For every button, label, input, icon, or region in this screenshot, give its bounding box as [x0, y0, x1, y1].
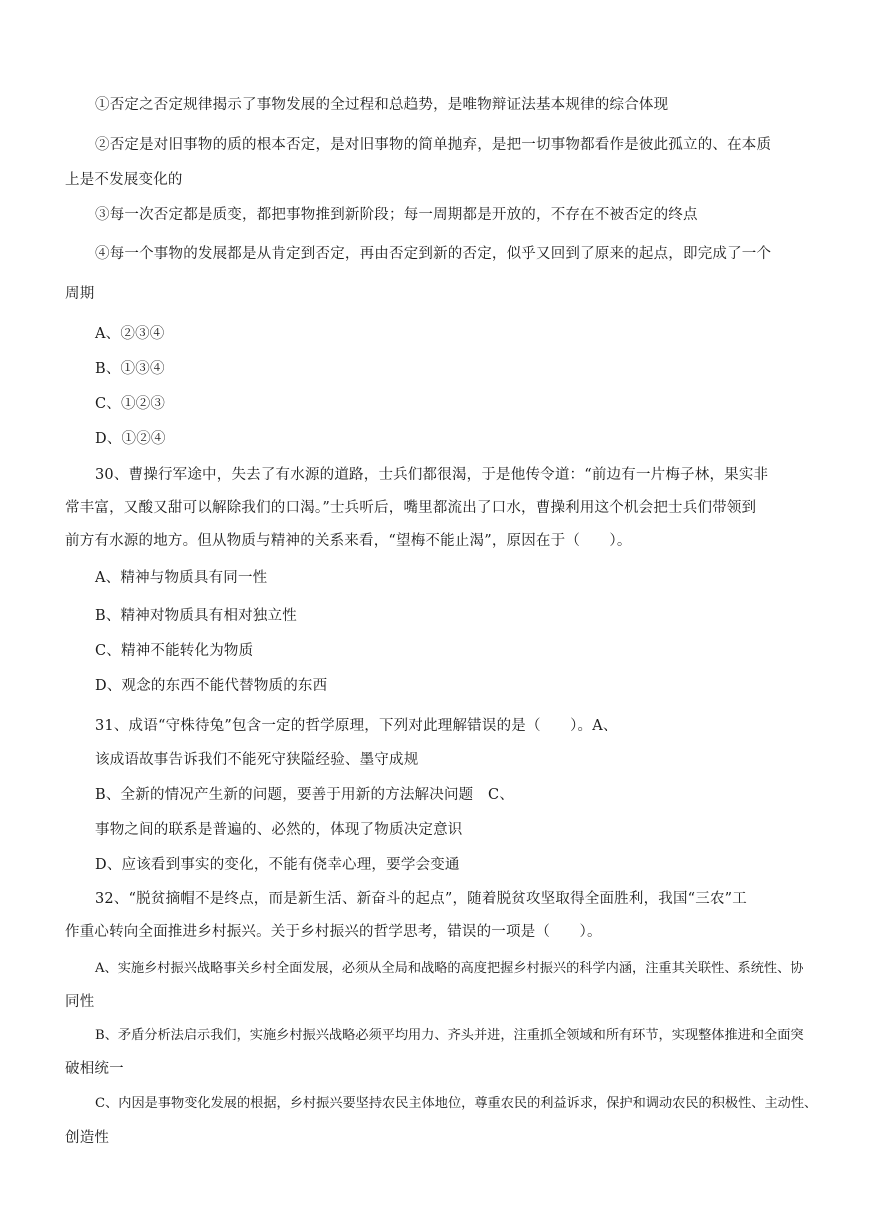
q29-option-b: B、①③④: [95, 361, 165, 377]
q29-option-a: A、②③④: [95, 326, 165, 342]
q30-option-d: D、观念的东西不能代替物质的东西: [95, 678, 328, 694]
statement-2-line-2: 上是不发展变化的: [65, 172, 183, 188]
q31-stem: 31、成语“守株待兔”包含一定的哲学原理，下列对此理解错误的是（ ）。A、: [95, 718, 618, 734]
q32-option-a-line-1: A、实施乡村振兴战略事关乡村全面发展，必须从全局和战略的高度把握乡村振兴的科学内涵，注重其关联性、系统性、协: [95, 961, 804, 976]
q31-option-a-text: 该成语故事告诉我们不能死守狭隘经验、墨守成规: [95, 752, 419, 768]
q32-option-c-line-2: 创造性: [65, 1130, 110, 1146]
q30-stem-line-3: 前方有水源的地方。但从物质与精神的关系来看，“望梅不能止渴”，原因在于（ ）。: [65, 533, 632, 549]
q32-option-b-line-2: 破相统一: [65, 1061, 124, 1077]
q31-option-c-text: 事物之间的联系是普遍的、必然的，体现了物质决定意识: [95, 822, 463, 838]
q29-option-d: D、①②④: [95, 431, 166, 447]
statement-4-line-1: ④每一个事物的发展都是从肯定到否定，再由否定到新的否定，似乎又回到了原来的起点，即完成了一个: [95, 246, 772, 262]
q32-stem-line-2: 作重心转向全面推进乡村振兴。关于乡村振兴的哲学思考，错误的一项是（ ）。: [65, 924, 602, 940]
statement-3: ③每一次否定都是质变，都把事物推到新阶段；每一周期都是开放的，不存在不被否定的终点: [95, 207, 698, 223]
q30-option-a: A、精神与物质具有同一性: [95, 570, 268, 586]
statement-4-line-2: 周期: [65, 286, 95, 302]
q32-option-a-line-2: 同性: [65, 994, 95, 1010]
q30-stem-line-2: 常丰富，又酸又甜可以解除我们的口渴。”士兵听后，嘴里都流出了口水，曹操利用这个机会把士兵们带领到: [65, 500, 757, 516]
q30-option-b: B、精神对物质具有相对独立性: [95, 608, 297, 624]
q30-option-c: C、精神不能转化为物质: [95, 643, 254, 659]
q29-option-c: C、①②③: [95, 396, 166, 412]
q32-stem-line-1: 32、“脱贫摘帽不是终点，而是新生活、新奋斗的起点”，随着脱贫攻坚取得全面胜利，我国“三农”工: [95, 891, 747, 907]
q31-option-b: B、全新的情况产生新的问题，要善于用新的方法解决问题 C、: [95, 787, 515, 803]
statement-1: ①否定之否定规律揭示了事物发展的全过程和总趋势，是唯物辩证法基本规律的综合体现: [95, 97, 669, 113]
q31-option-d: D、应该看到事实的变化，不能有侥幸心理，要学会变通: [95, 857, 460, 873]
q30-stem-line-1: 30、曹操行军途中，失去了有水源的道路，士兵们都很渴，于是他传令道：“前边有一片梅子林，果实非: [95, 467, 769, 483]
q32-option-b-line-1: B、矛盾分析法启示我们，实施乡村振兴战略必须平均用力、齐头并进，注重抓全领域和所有环节，实现整体推进和全面突: [95, 1028, 804, 1043]
statement-2-line-1: ②否定是对旧事物的质的根本否定，是对旧事物的简单抛弃，是把一切事物都看作是彼此孤立的、在本质: [95, 137, 772, 153]
q32-option-c-line-1: C、内因是事物变化发展的根据，乡村振兴要坚持农民主体地位，尊重农民的利益诉求，保护和调动农民的积极性、主动性、: [95, 1096, 818, 1111]
